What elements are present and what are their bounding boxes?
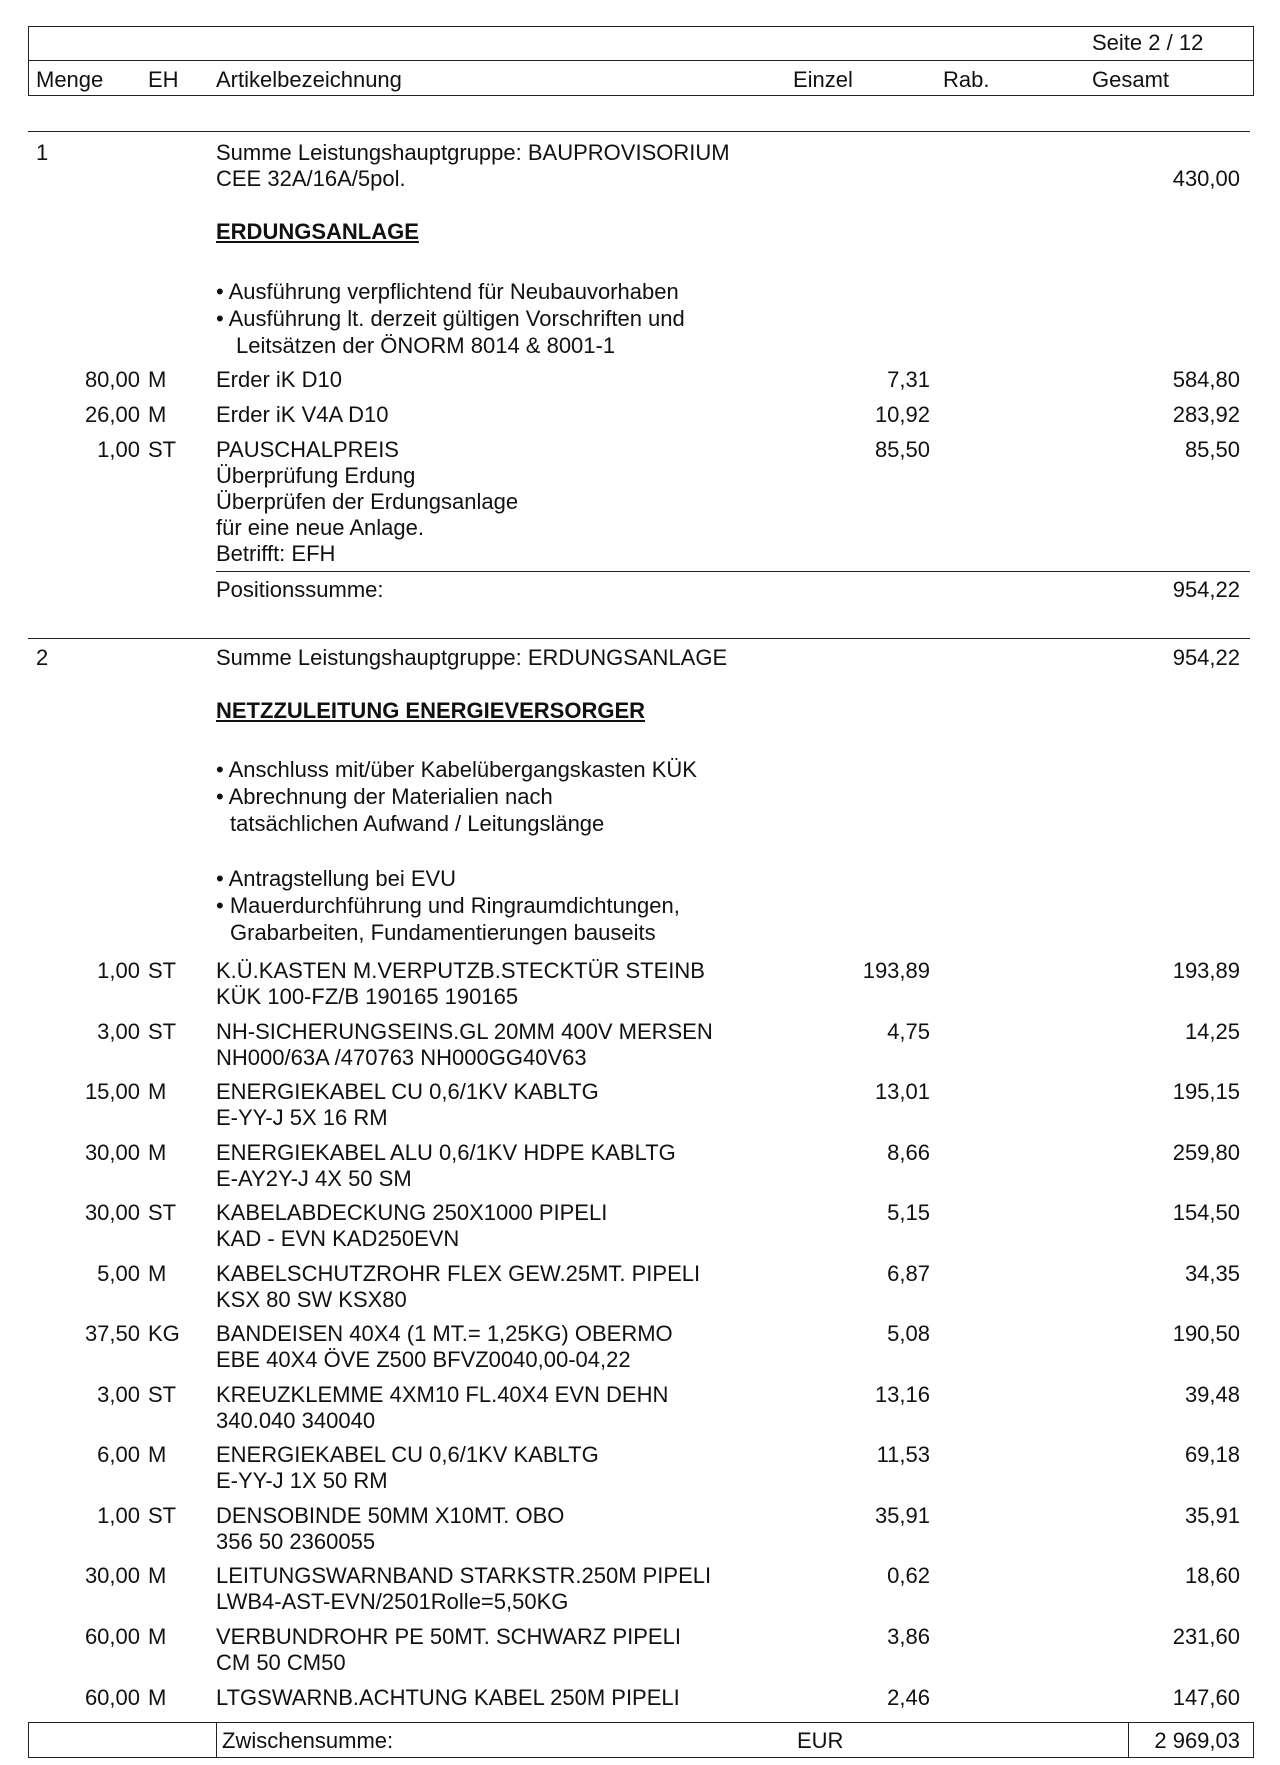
item-description: Überprüfen der Erdungsanlage (216, 489, 519, 514)
item-description: Erder iK V4A D10 (216, 402, 389, 427)
item-total: 190,50 (1172, 1321, 1240, 1346)
item-total: 231,60 (1172, 1624, 1240, 1649)
item-quantity: 1,00 (97, 437, 140, 462)
bullet-line: • Antragstellung bei EVU (216, 866, 457, 891)
item-total: 147,60 (1172, 1685, 1240, 1710)
item-description: NH000/63A /470763 NH000GG40V63 (216, 1045, 587, 1070)
item-total: 85,50 (1184, 437, 1240, 462)
item-unit: M (148, 1624, 167, 1649)
header-bottom-rule (28, 131, 1250, 132)
section-heading: ERDUNGSANLAGE (216, 219, 419, 244)
col-header-menge: Menge (36, 67, 104, 92)
item-unit-price: 5,15 (887, 1200, 930, 1225)
item-unit-price: 3,86 (887, 1624, 930, 1649)
item-description: NH-SICHERUNGSEINS.GL 20MM 400V MERSEN (216, 1019, 713, 1044)
item-description: BANDEISEN 40X4 (1 MT.= 1,25KG) OBERMO (216, 1321, 673, 1346)
item-unit: ST (148, 437, 177, 462)
item-total: 34,35 (1184, 1261, 1240, 1286)
item-quantity: 80,00 (84, 367, 140, 392)
item-unit: M (148, 1442, 167, 1467)
item-total: 35,91 (1184, 1503, 1240, 1528)
item-quantity: 3,00 (97, 1019, 140, 1044)
item-description: ENERGIEKABEL ALU 0,6/1KV HDPE KABLTG (216, 1140, 676, 1165)
item-description: K.Ü.KASTEN M.VERPUTZB.STECKTÜR STEINB (216, 958, 705, 983)
item-quantity: 37,50 (84, 1321, 140, 1346)
item-description: KÜK 100-FZ/B 190165 190165 (216, 984, 519, 1009)
item-quantity: 5,00 (97, 1261, 140, 1286)
item-description: Betrifft: EFH (216, 541, 336, 566)
col-header-einzel: Einzel (793, 67, 853, 92)
col-header-rab: Rab. (943, 67, 990, 92)
item-unit: M (148, 1079, 167, 1104)
bullet-line: Leitsätzen der ÖNORM 8014 & 8001-1 (236, 333, 616, 358)
subtotal-divider (216, 1722, 217, 1758)
col-header-desc: Artikelbezeichnung (216, 67, 402, 92)
item-total: 18,60 (1184, 1563, 1240, 1588)
item-unit-price: 13,01 (874, 1079, 930, 1104)
item-total: 259,80 (1172, 1140, 1240, 1165)
group-summary-line: Summe Leistungshauptgruppe: ERDUNGSANLAGE (216, 645, 728, 670)
item-description: KSX 80 SW KSX80 (216, 1287, 407, 1312)
position-sum-label: Positionssumme: (216, 577, 384, 602)
group-number: 1 (36, 140, 49, 165)
item-description: für eine neue Anlage. (216, 515, 424, 540)
item-total: 14,25 (1184, 1019, 1240, 1044)
item-unit: ST (148, 1200, 177, 1225)
item-description: Überprüfung Erdung (216, 463, 416, 488)
item-quantity: 1,00 (97, 1503, 140, 1528)
item-unit-price: 6,87 (887, 1261, 930, 1286)
section-heading: NETZZULEITUNG ENERGIEVERSORGER (216, 698, 646, 723)
item-unit-price: 193,89 (862, 958, 930, 983)
subtotal-value: 2 969,03 (1154, 1728, 1240, 1753)
item-description: LWB4-AST-EVN/2501Rolle=5,50KG (216, 1589, 569, 1614)
item-quantity: 15,00 (84, 1079, 140, 1104)
subtotal-box (28, 1722, 1254, 1758)
item-quantity: 60,00 (84, 1685, 140, 1710)
item-unit-price: 4,75 (887, 1019, 930, 1044)
item-unit: M (148, 1685, 167, 1710)
item-description: PAUSCHALPREIS (216, 437, 399, 462)
item-total: 154,50 (1172, 1200, 1240, 1225)
item-description: E-AY2Y-J 4X 50 SM (216, 1166, 412, 1191)
position-sum-total: 954,22 (1172, 577, 1240, 602)
bullet-line: tatsächlichen Aufwand / Leitungslänge (230, 811, 605, 836)
bullet-line: • Mauerdurchführung und Ringraumdichtungen, (216, 893, 680, 918)
item-description: CM 50 CM50 (216, 1650, 346, 1675)
position-sum-rule (216, 571, 1250, 572)
col-header-gesamt: Gesamt (1092, 67, 1170, 92)
item-unit: M (148, 1261, 167, 1286)
group-summary-line: Summe Leistungshauptgruppe: BAUPROVISORIUM (216, 140, 730, 165)
item-quantity: 30,00 (84, 1563, 140, 1588)
bullet-line: Grabarbeiten, Fundamentierungen bauseits (230, 920, 656, 945)
header-divider (28, 60, 1254, 61)
item-description: ENERGIEKABEL CU 0,6/1KV KABLTG (216, 1442, 599, 1467)
item-description: LTGSWARNB.ACHTUNG KABEL 250M PIPELI (216, 1685, 680, 1710)
bullet-line: • Ausführung lt. derzeit gültigen Vorschriften und (216, 306, 685, 331)
item-description: KAD - EVN KAD250EVN (216, 1226, 460, 1251)
item-total: 69,18 (1184, 1442, 1240, 1467)
item-unit: ST (148, 1503, 177, 1528)
item-unit: KG (148, 1321, 180, 1346)
item-unit: ST (148, 1382, 177, 1407)
item-unit-price: 2,46 (887, 1685, 930, 1710)
item-total: 584,80 (1172, 367, 1240, 392)
item-description: Erder iK D10 (216, 367, 342, 392)
item-quantity: 30,00 (84, 1200, 140, 1225)
bullet-line: • Ausführung verpflichtend für Neubauvorhaben (216, 279, 679, 304)
item-unit: ST (148, 1019, 177, 1044)
page-number: Seite 2 / 12 (1092, 30, 1204, 55)
bullet-line: • Anschluss mit/über Kabelübergangskasten KÜK (216, 757, 697, 782)
item-unit: M (148, 367, 167, 392)
group-number: 2 (36, 645, 49, 670)
item-description: KABELABDECKUNG 250X1000 PIPELI (216, 1200, 608, 1225)
item-quantity: 3,00 (97, 1382, 140, 1407)
item-unit: M (148, 1563, 167, 1588)
item-unit-price: 5,08 (887, 1321, 930, 1346)
group-separator-rule (28, 638, 1250, 639)
item-total: 195,15 (1172, 1079, 1240, 1104)
item-quantity: 60,00 (84, 1624, 140, 1649)
col-header-eh: EH (148, 67, 179, 92)
item-description: KREUZKLEMME 4XM10 FL.40X4 EVN DEHN (216, 1382, 669, 1407)
group-summary-line: CEE 32A/16A/5pol. (216, 166, 406, 191)
item-description: E-YY-J 5X 16 RM (216, 1105, 388, 1130)
item-description: EBE 40X4 ÖVE Z500 BFVZ0040,00-04,22 (216, 1347, 631, 1372)
group-summary-total: 954,22 (1172, 645, 1240, 670)
item-unit-price: 8,66 (887, 1140, 930, 1165)
item-unit-price: 13,16 (874, 1382, 930, 1407)
item-unit: ST (148, 958, 177, 983)
item-unit-price: 85,50 (874, 437, 930, 462)
item-total: 283,92 (1172, 402, 1240, 427)
group-summary-total: 430,00 (1172, 166, 1240, 191)
item-unit-price: 10,92 (874, 402, 930, 427)
item-total: 39,48 (1184, 1382, 1240, 1407)
item-quantity: 6,00 (97, 1442, 140, 1467)
item-quantity: 30,00 (84, 1140, 140, 1165)
item-description: DENSOBINDE 50MM X10MT. OBO (216, 1503, 565, 1528)
item-description: 356 50 2360055 (216, 1529, 376, 1554)
item-description: VERBUNDROHR PE 50MT. SCHWARZ PIPELI (216, 1624, 681, 1649)
subtotal-label: Zwischensumme: (222, 1728, 394, 1753)
item-unit-price: 7,31 (887, 367, 930, 392)
item-total: 193,89 (1172, 958, 1240, 983)
subtotal-currency: EUR (797, 1728, 844, 1753)
item-unit-price: 11,53 (876, 1442, 930, 1467)
item-description: KABELSCHUTZROHR FLEX GEW.25MT. PIPELI (216, 1261, 701, 1286)
item-description: ENERGIEKABEL CU 0,6/1KV KABLTG (216, 1079, 599, 1104)
item-quantity: 1,00 (97, 958, 140, 983)
item-unit: M (148, 402, 167, 427)
item-description: LEITUNGSWARNBAND STARKSTR.250M PIPELI (216, 1563, 712, 1588)
bullet-line: • Abrechnung der Materialien nach (216, 784, 553, 809)
item-unit-price: 0,62 (887, 1563, 930, 1588)
item-unit: M (148, 1140, 167, 1165)
item-description: 340.040 340040 (216, 1408, 376, 1433)
page-header-box (28, 26, 1254, 96)
item-description: E-YY-J 1X 50 RM (216, 1468, 388, 1493)
item-quantity: 26,00 (84, 402, 140, 427)
item-unit-price: 35,91 (874, 1503, 930, 1528)
